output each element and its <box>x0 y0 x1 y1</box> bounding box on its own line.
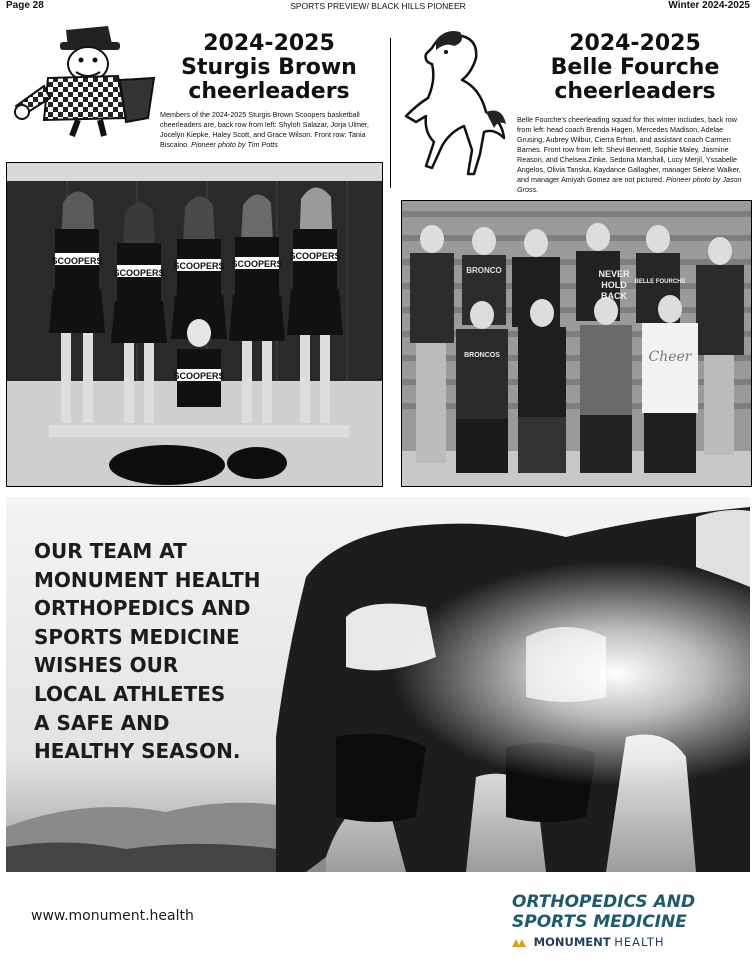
belle-caption <box>517 115 751 195</box>
uniform-text-4: SCOOPERS <box>231 259 283 269</box>
ad-line-1: OUR TEAM AT <box>34 539 187 563</box>
scooper-mascot-icon <box>8 22 156 138</box>
sturgis-title <box>160 32 378 104</box>
sturgis-cheerleaders-photo <box>6 162 383 487</box>
ad-headline <box>34 537 260 766</box>
page-number: Page 28 <box>6 0 44 11</box>
shirt-text-never: NEVER <box>598 269 630 279</box>
monument-health-logo-icon <box>512 937 530 947</box>
ad-line-8: HEALTHY SEASON. <box>34 739 241 764</box>
sturgis-title-word: cheerleaders <box>188 79 350 104</box>
sturgis-title-year: 2024-2025 <box>203 31 335 56</box>
belle-title-team: Belle Fourche <box>550 55 720 80</box>
sturgis-photo-credit: Pioneer photo by Tim Potts <box>191 140 278 149</box>
belle-title <box>520 32 750 104</box>
sturgis-caption <box>160 110 380 150</box>
uniform-text-5: SCOOPERS <box>289 251 341 261</box>
page-header <box>0 0 756 14</box>
ad-line-4: SPORTS MEDICINE <box>34 624 240 649</box>
website-link[interactable]: www.monument.health <box>31 908 194 924</box>
shirt-text-bronco: BRONCO <box>466 266 502 275</box>
belle-photo-credit: Pioneer photo by Jason Gross. <box>517 175 742 194</box>
monument-health-ad <box>6 497 750 872</box>
ad-line-2: MONUMENT HEALTH <box>34 567 261 592</box>
belle-caption-text: Belle Fourche's cheerleading squad for this winter includes, back row from left: head coach Brenda Hagen, Mercedes Madison, Adelae Grusing, Aubrey Wilbur, Cierra Erhart, and assistant coach Carmen Barnes. Front row from left: Shevi Bennett, Sophie Maley, Jasmine Reason, and Chelsea Zinke. Sedona Marshall, Lucy Merjil, Yssabelle Angelos, Olivia Tanska, Kaydance Gallagher, manager Selene Walker, and manager Amiyah Gomez are not pictured. <box>517 115 741 184</box>
logo-brand-name: MONUMENT <box>533 935 611 949</box>
shirt-text-back: BACK <box>601 291 627 301</box>
ad-line-3: ORTHOPEDICS AND <box>34 596 251 621</box>
belle-fourche-cheerleaders-photo <box>401 200 752 487</box>
ad-line-5: WISHES OUR <box>34 653 179 678</box>
logo-line-1: ORTHOPEDICS AND <box>512 892 696 912</box>
ad-line-7: A SAFE AND <box>34 710 170 735</box>
section-title: SPORTS PREVIEW/ BLACK HILLS PIONEER <box>290 1 466 11</box>
edition-label: Winter 2024-2025 <box>668 0 750 11</box>
shirt-text-cheer: Cheer <box>648 349 692 365</box>
logo-brand <box>512 935 722 949</box>
logo-line-2: SPORTS MEDICINE <box>512 912 687 932</box>
monument-health-logo <box>512 892 722 949</box>
shirt-text-broncos: BRONCOS <box>464 352 500 359</box>
shirt-text-belle: BELLE FOURCHE <box>634 279 686 285</box>
bronco-mascot-icon <box>402 28 508 176</box>
logo-brand-suffix: HEALTH <box>614 935 665 949</box>
uniform-text-6: SCOOPERS <box>173 371 225 381</box>
uniform-text-2: SCOOPERS <box>113 268 165 278</box>
uniform-text-3: SCOOPERS <box>173 261 225 271</box>
shirt-text-hold: HOLD <box>601 280 627 290</box>
uniform-text-1: SCOOPERS <box>51 256 103 266</box>
belle-title-year: 2024-2025 <box>569 31 701 56</box>
belle-title-word: cheerleaders <box>554 79 716 104</box>
column-divider <box>390 38 391 188</box>
sturgis-caption-text: Members of the 2024-2025 Sturgis Brown Scoopers basketball cheerleaders are, back row from left: Shyloh Salazar, Jorja Ulmer, Jocelyn Kiepke, Haley Scott, and Grace Wilson. Front row: Tania Biscaino. <box>160 110 369 149</box>
ad-line-6: LOCAL ATHLETES <box>34 681 226 706</box>
sturgis-title-team: Sturgis Brown <box>181 55 357 80</box>
